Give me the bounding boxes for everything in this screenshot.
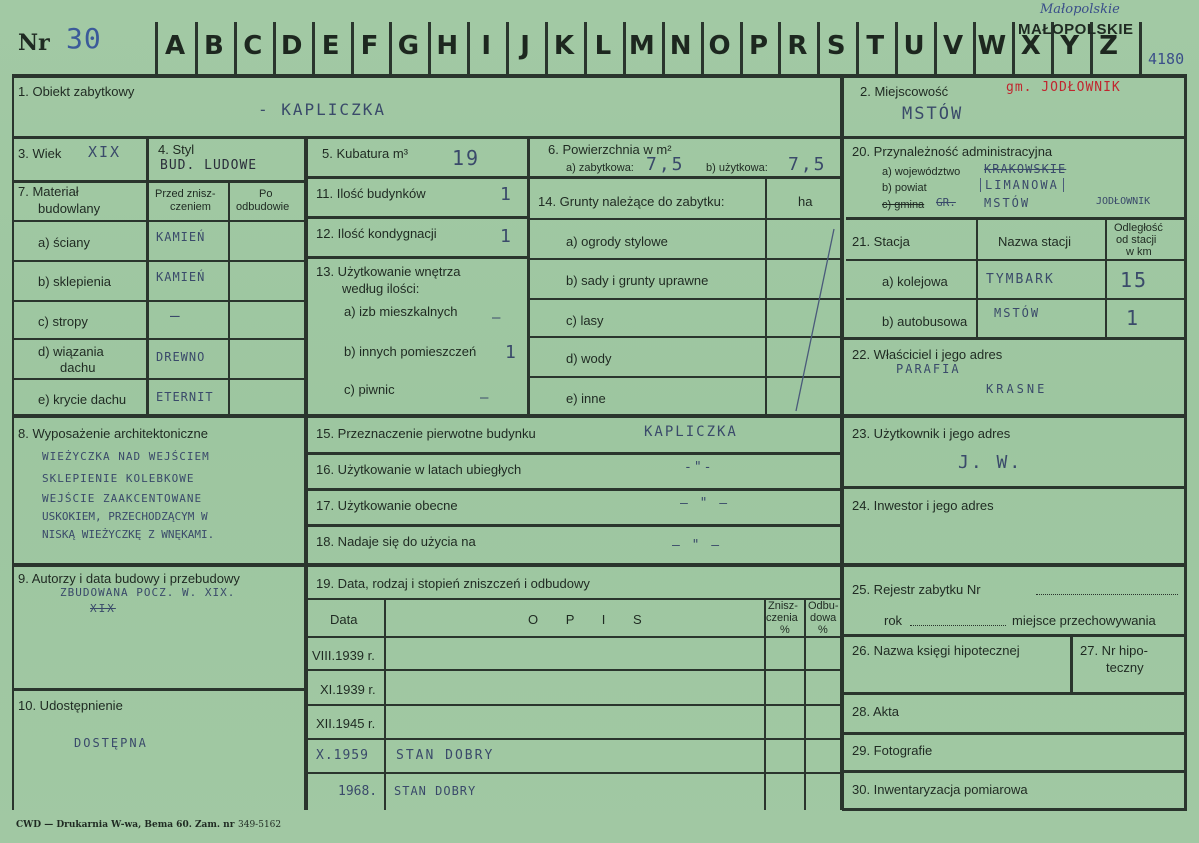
index-letter-l: L [594,31,612,61]
index-separator [389,22,392,76]
rule [12,338,304,340]
rule [842,692,1187,695]
f7-row-walls: a) ściany [38,235,91,250]
f27-label: 27. Nr hipo- [1080,643,1148,658]
printer-imprint: CWD — Drukarnia W-wa, Bema 60. Zam. nr [16,820,235,830]
f21-col-dist-a: Odległość [1114,222,1163,234]
f19-col-znisz-b: czenia [766,612,798,624]
f19-row-opis: STAN DOBRY [394,784,477,798]
f6-b-label: b) użytkowa: [706,162,768,174]
index-letter-h: H [436,31,459,61]
f10-value: DOSTĘPNA [74,736,148,750]
index-letter-s: S [826,31,846,61]
f28-label: 28. Akta [852,704,899,719]
index-separator [701,22,704,76]
f21-row-rail-name: TYMBARK [986,272,1055,287]
index-letter-f: F [360,31,379,61]
f20-c-value: MSTÓW [984,196,1031,210]
index-separator [1139,22,1142,76]
f22-line-2: KRASNE [986,382,1048,396]
f6-a-value: 7,5 [646,154,685,175]
rule [842,337,1187,340]
index-letter-b: B [203,31,224,61]
f14-row-orchards: b) sady i grunty uprawne [566,273,709,288]
f2-value: MSTÓW [902,104,964,124]
f13-row-cellars-value: — [480,390,491,406]
index-separator [467,22,470,76]
f19-col-date: Data [330,612,358,627]
f13-row-rooms: a) izb mieszkalnych [344,304,458,319]
f7-row-vaults: b) sklepienia [38,274,111,289]
f17-value: — " — [680,496,730,511]
f16-label: 16. Użytkowanie w latach ubiegłych [316,462,522,477]
f20-c-note: JODŁOWNIK [1096,196,1151,207]
f8-line-2: SKLEPIENIE KOLEBKOWE [42,472,195,485]
f21-col-name: Nazwa stacji [998,234,1071,249]
f19-label: 19. Data, rodzaj i stopień zniszczeń i odbudowy [316,576,590,591]
index-letter-p: P [748,31,769,61]
nr-label: Nr [18,30,50,56]
index-separator [506,22,509,76]
f19-col-opis: O P I S [528,612,654,627]
rule [12,74,1187,78]
f14-row-gardens: a) ogrody stylowe [566,234,668,249]
f21-row-bus-name: MSTÓW [994,306,1041,320]
f21-row-rail: a) kolejowa [882,274,948,289]
rule [304,256,528,259]
sheet-number: 4180 [1148,50,1185,68]
f19-row-opis: STAN DOBRY [396,748,495,763]
f19-row-date: 1968. [338,784,378,799]
rule [842,808,1187,811]
index-letter-a: A [164,31,186,61]
nr-value: 30 [66,22,102,55]
f24-label: 24. Inwestor i jego adres [852,498,994,513]
index-letter-v: V [942,31,964,61]
f4-value: BUD. LUDOWE [160,158,258,173]
f12-label: 12. Ilość kondygnacji [316,226,437,241]
f17-label: 17. Użytkowanie obecne [316,498,458,513]
f20-b-value: LIMANOWA [980,178,1064,192]
rule [304,216,528,219]
f9-label: 9. Autorzy i data budowy i przebudowy [18,571,240,586]
index-letter-n: N [669,31,692,61]
f25-rok: rok [884,613,903,628]
f19-col-znisz-pct: % [780,624,790,636]
f4-label: 4. Styl [158,142,195,157]
index-separator [740,22,743,76]
f8-label: 8. Wyposażenie architektoniczne [18,426,208,441]
f3-value: XIX [88,143,122,161]
rule [842,563,1187,567]
f6-a-label: a) zabytkowa: [566,162,634,174]
index-letter-u: U [903,31,925,61]
rule [12,136,840,139]
f19-col-odbud-a: Odbu- [808,600,839,612]
f19-row-date: XI.1939 r. [320,682,376,697]
f7-label-2: budowlany [38,201,101,216]
f7-row-ceilings-value: — [170,306,182,325]
rule [12,260,304,262]
index-separator [856,22,859,76]
rule [842,732,1187,735]
f19-row-date: VIII.1939 r. [312,648,375,663]
f8-line-3: WEJŚCIE ZAAKCENTOWANE [42,492,203,505]
f1-label: 1. Obiekt zabytkowy [18,84,135,99]
rule [306,772,842,774]
rule [12,688,304,691]
rule [306,669,842,671]
rule [846,298,1187,300]
index-letter-y: Y [1060,31,1080,61]
f5-value: 19 [452,146,481,170]
f15-value: KAPLICZKA [644,424,738,440]
f7-row-ceilings: c) stropy [38,314,88,329]
index-separator [428,22,431,76]
region-handwritten: Małopolskie [1040,2,1120,17]
f2-label: 2. Miejscowość [860,84,949,99]
rule [842,770,1187,773]
f12-value: 1 [500,226,513,247]
index-separator [1012,22,1015,76]
rule [12,300,304,302]
rule [765,178,767,414]
index-separator [934,22,937,76]
rule [304,488,840,491]
f6-label: 6. Powierzchnia w m² [548,142,672,157]
f21-col-dist-c: w km [1126,246,1152,258]
f7-label: 7. Materiał [18,184,79,199]
index-letter-w: W [977,31,1007,61]
f25-label: 25. Rejestr zabytku Nr [852,582,981,597]
f13-row-cellars: c) piwnic [344,382,395,397]
index-letter-g: G [397,31,420,61]
f21-label: 21. Stacja [852,234,910,249]
index-letter-m: M [628,31,655,61]
rule [1184,76,1187,810]
f7-row-vaults-value: KAMIEŃ [156,270,206,284]
f25-miejsce: miejsce przechowywania [1012,613,1156,628]
rule [12,414,840,418]
index-separator [155,22,158,76]
rule [12,378,304,380]
f20-b-label: b) powiat [882,182,927,194]
index-letter-o: O [708,31,731,61]
f23-label: 23. Użytkownik i jego adres [852,426,1011,441]
f30-label: 30. Inwentaryzacja pomiarowa [852,782,1028,797]
index-letter-r: R [787,31,808,61]
index-letter-c: C [243,31,263,61]
rule [976,219,978,338]
f11-label: 11. Ilość budynków [316,186,426,201]
f20-a-label: a) województwo [882,166,961,178]
f9-strike: XIX [90,602,116,615]
f19-col-znisz-a: Znisz- [768,600,798,612]
f10-label: 10. Udostępnienie [18,698,123,713]
index-separator [351,22,354,76]
rule [12,563,840,567]
index-letter-i: I [481,31,492,61]
rule [842,486,1187,489]
index-separator [778,22,781,76]
f5-label: 5. Kubatura m³ [322,146,408,161]
f3-label: 3. Wiek [18,146,62,161]
index-separator [545,22,548,76]
f25-rok-dotted [910,625,1006,626]
rule [306,636,842,638]
index-letter-e: E [321,31,340,61]
f7-col1-a: Przed znisz- [155,188,216,200]
f14-strike-line [790,225,840,415]
index-letter-t: T [866,31,885,61]
f25-dotted-line [1036,594,1178,595]
f15-label: 15. Przeznaczenie pierwotne budynku [316,426,536,441]
f21-col-dist-b: od stacji [1116,234,1157,246]
index-separator [234,22,237,76]
f7-row-truss-a: d) wiązania [38,344,104,359]
f7-col1-b: czeniem [170,201,211,213]
rule [842,136,1187,139]
index-separator [895,22,898,76]
f13-label: 13. Użytkowanie wnętrza [316,264,461,279]
rule [306,598,842,600]
f21-row-bus-dist: 1 [1126,306,1141,330]
f14-row-forests: c) lasy [566,313,604,328]
rule [146,136,149,414]
rule [846,217,1187,220]
rule [1105,219,1107,338]
f7-row-roof-value: ETERNIT [156,390,214,404]
f7-row-roof: e) krycie dachu [38,392,127,407]
f19-row-date: X.1959 [316,748,369,763]
f11-value: 1 [500,184,513,205]
f7-col2-a: Po [259,188,273,200]
rule [306,738,842,740]
rule [1070,636,1073,694]
f16-value: -"- [684,460,714,475]
f7-col2-b: odbudowie [236,201,290,213]
rule [846,259,1187,261]
rule [12,220,304,222]
f8-line-4: USKOKIEM, PRZECHODZĄCYM W [42,510,208,523]
f7-row-walls-value: KAMIEŃ [156,230,206,244]
f29-label: 29. Fotografie [852,743,933,758]
f14-row-waters: d) wody [566,351,612,366]
rule [304,452,840,455]
f7-row-truss-b: dachu [60,360,96,375]
f20-label: 20. Przynależność administracyjna [852,144,1053,159]
f14-row-other: e) inne [566,391,606,406]
f21-row-bus: b) autobusowa [882,314,968,329]
f14-unit: ha [798,194,813,209]
rule [764,598,766,810]
rule [304,176,840,179]
rule [384,598,386,810]
index-separator [973,22,976,76]
rule [842,634,1187,637]
f7-row-truss-value: DREWNO [156,350,206,364]
rule [840,76,844,810]
f13-label-2: według ilości: [342,281,420,296]
f8-line-1: WIEŻYCZKA NAD WEJŚCIEM [42,450,210,463]
f20-c-label: c) gmina [882,199,925,211]
f18-label: 18. Nadaje się do użycia na [316,534,476,549]
f18-value: — " — [672,538,722,553]
f19-col-odbud-b: dowa [810,612,837,624]
f27-label-2: teczny [1106,660,1144,675]
f19-row-date: XII.1945 r. [316,716,376,731]
index-separator [312,22,315,76]
rule [304,136,308,810]
index-letter-j: J [520,31,530,61]
index-separator [623,22,626,76]
f22-line-1: PARAFIA [896,362,961,376]
index-separator [273,22,276,76]
f20-a-value: KRAKOWSKIE [984,162,1067,176]
f23-value: J. W. [958,452,1023,473]
index-separator [817,22,820,76]
index-letter-k: K [553,31,575,61]
f1-value: - KAPLICZKA [258,100,386,119]
index-separator [195,22,198,76]
index-letter-x: X [1020,31,1041,61]
rule [842,414,1187,418]
f22-label: 22. Właściciel i jego adres [852,347,1003,362]
f13-row-rooms-value: — [492,310,503,326]
f8-line-5: NISKĄ WIEŻYCZKĘ Z WNĘKAMI. [42,528,215,541]
printer-order-no: 349-5162 [238,820,282,830]
f14-label: 14. Grunty należące do zabytku: [538,194,725,209]
index-letter-z: Z [1099,31,1119,61]
rule [528,218,840,220]
rule [306,704,842,706]
f21-row-rail-dist: 15 [1120,268,1149,292]
f2-note: gm. JODŁOWNIK [1006,80,1121,95]
index-separator [662,22,665,76]
f19-col-odbud-pct: % [818,624,828,636]
f20-c-prefix: GR. [936,196,956,209]
rule [12,76,14,810]
rule [804,598,806,810]
index-letter-d: D [280,31,303,61]
f9-value: ZBUDOWANA POCZ. W. XIX. [60,586,236,599]
region-label: MAŁOPOLSKIE [1018,21,1134,38]
f6-b-value: 7,5 [788,154,827,175]
f13-row-other: b) innych pomieszczeń [344,344,477,359]
rule [304,524,840,527]
rule [12,180,304,183]
index-separator [584,22,587,76]
f13-row-other-value: 1 [505,342,518,363]
f26-label: 26. Nazwa księgi hipotecznej [852,643,1020,658]
